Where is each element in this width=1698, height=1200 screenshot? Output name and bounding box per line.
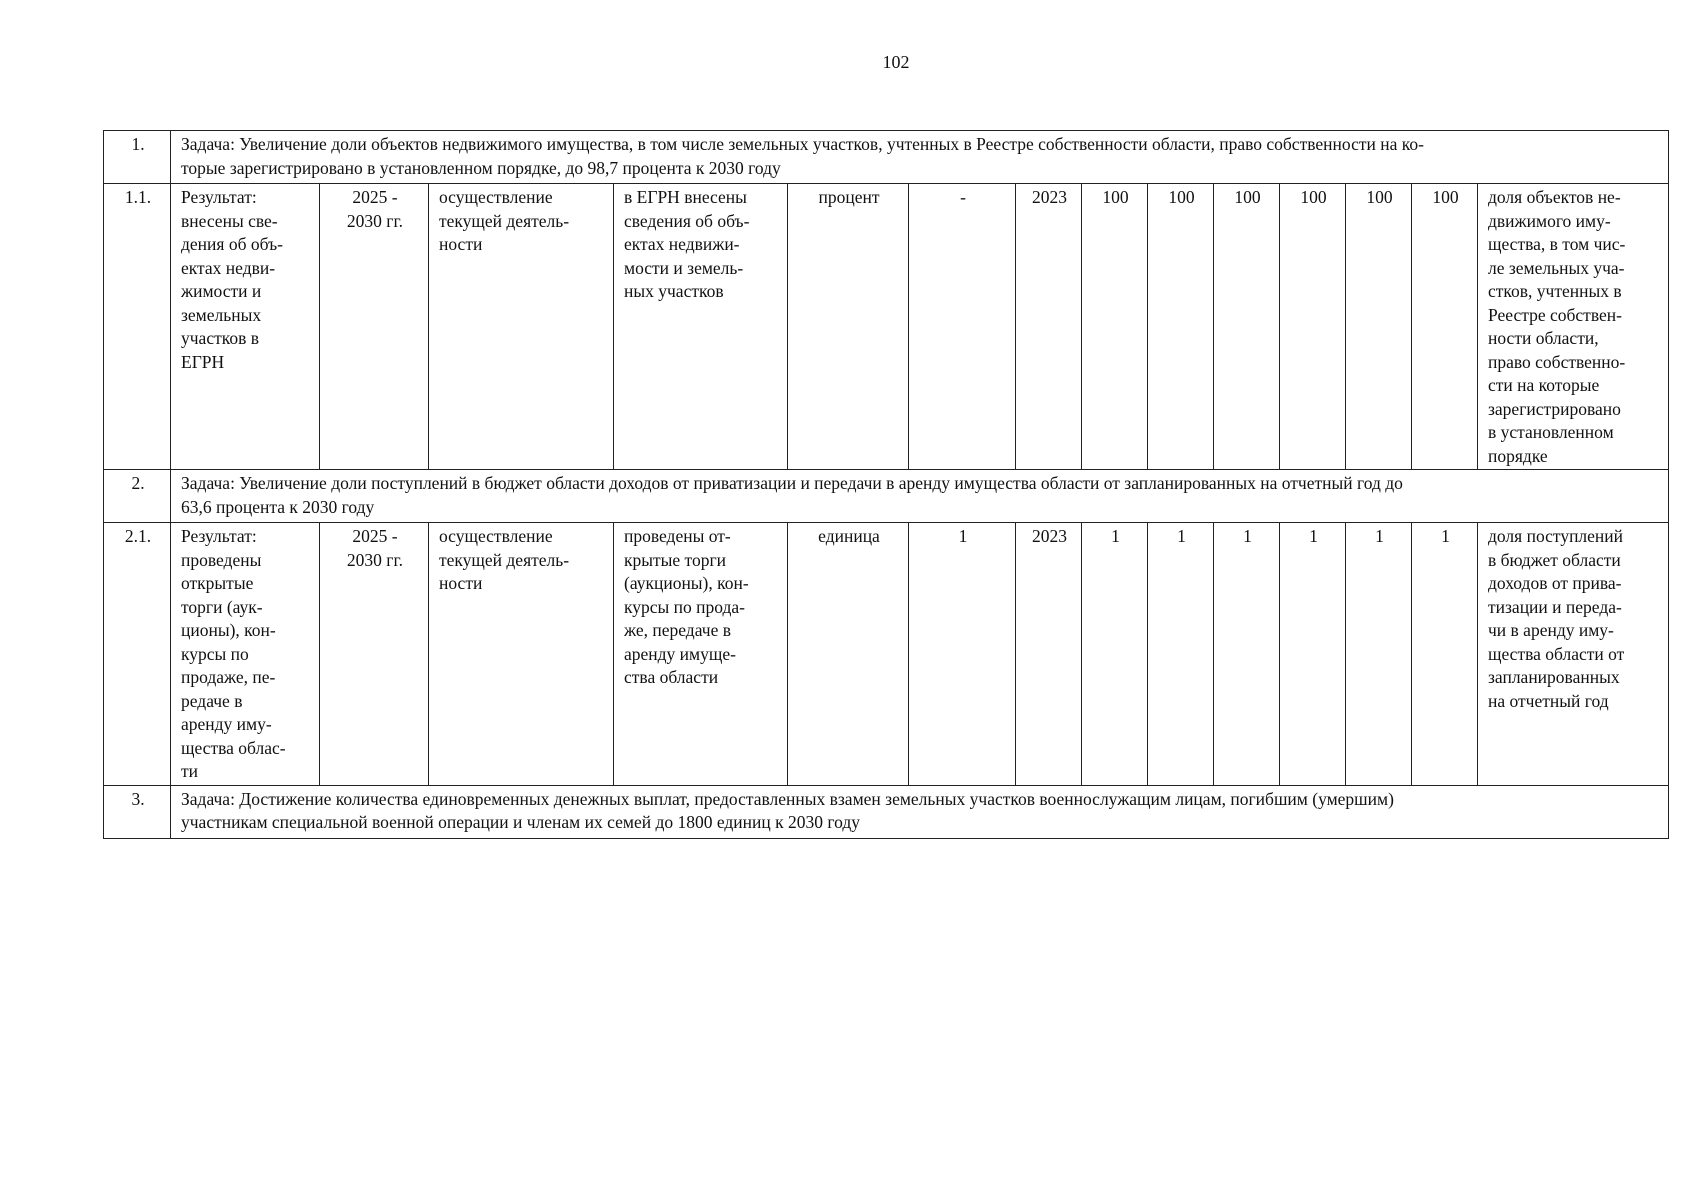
result-text-line: торги (аук-: [181, 596, 263, 617]
linked-indicator: [1478, 523, 1669, 786]
linked-indicator-line: ности области,: [1488, 328, 1599, 348]
year-value: 1: [1214, 523, 1280, 786]
linked-indicator-line: стков, учтенных в: [1488, 281, 1622, 301]
linked-indicator-line: в бюджет области: [1488, 549, 1621, 570]
linked-indicator-line: щества, в том чис-: [1488, 234, 1626, 254]
year-value: 1: [1082, 523, 1148, 786]
row-number: 1.: [104, 131, 171, 184]
task-text-line: участникам специальной военной операции и членам их семей до 1800 единиц к 2030 году: [181, 812, 861, 832]
result-row: [104, 184, 1669, 470]
linked-indicator-line: Реестре собствен-: [1488, 304, 1622, 325]
linked-indicator-line: право собственно-: [1488, 351, 1626, 372]
result-description-line: в ЕГРН внесены: [624, 187, 747, 207]
base-year: 2023: [1016, 184, 1082, 470]
task-row: [104, 785, 1669, 838]
period: [320, 523, 429, 786]
year-value: 1: [1412, 523, 1478, 786]
activity-type-line: текущей деятель-: [439, 210, 570, 231]
linked-indicator-line: на отчетный год: [1488, 690, 1609, 711]
result-text-line: ти: [181, 761, 199, 781]
result-description-line: сведения об объ-: [624, 210, 750, 231]
activity-type-line: текущей деятель-: [439, 549, 570, 570]
year-value: 100: [1214, 184, 1280, 470]
result-text: [171, 184, 320, 470]
task-text: [171, 470, 1669, 523]
linked-indicator-line: зарегистрировано: [1488, 398, 1621, 419]
period-line: 2025 -: [352, 526, 398, 546]
period-line: 2030 гг.: [346, 210, 404, 231]
task-text-line: Задача: Достижение количества единовременных денежных выплат, предоставленных взамен земельных участков военнослужащим лицам, погибшим (умершим): [181, 788, 1394, 809]
year-value: 100: [1148, 184, 1214, 470]
linked-indicator-line: тизации и переда-: [1488, 596, 1622, 617]
activity-type-line: осуществление: [439, 526, 553, 546]
linked-indicator-line: доходов от прива-: [1488, 573, 1622, 593]
period-line: 2025 -: [352, 187, 398, 207]
goals-table: [103, 130, 1669, 839]
period-line: 2030 гг.: [346, 549, 404, 570]
result-description-line: курсы по прода-: [624, 596, 746, 617]
linked-indicator-line: движимого иму-: [1488, 210, 1611, 231]
result-description: [614, 523, 788, 786]
linked-indicator-line: щества области от: [1488, 643, 1625, 664]
page-number: 102: [882, 52, 910, 72]
result-text-line: участков в: [181, 328, 259, 348]
result-text-line: ционы), кон-: [181, 620, 276, 640]
result-text-line: Результат:: [181, 526, 257, 546]
activity-type-line: осуществление: [439, 187, 553, 207]
result-text-line: открытые: [181, 573, 254, 593]
linked-indicator-line: сти на которые: [1488, 375, 1600, 395]
row-number: 3.: [104, 785, 171, 838]
year-value: 100: [1346, 184, 1412, 470]
base-value: 1: [909, 523, 1016, 786]
result-description-line: ектах недвижи-: [624, 234, 740, 254]
result-description-line: ства области: [624, 667, 719, 687]
unit: процент: [788, 184, 909, 470]
linked-indicator: [1478, 184, 1669, 470]
linked-indicator-line: ле земельных уча-: [1488, 257, 1625, 278]
result-description-line: мости и земель-: [624, 257, 744, 278]
year-value: 1: [1280, 523, 1346, 786]
result-description-line: (аукционы), кон-: [624, 573, 749, 593]
linked-indicator-line: порядке: [1488, 445, 1548, 466]
task-row: [104, 131, 1669, 184]
activity-type-line: ности: [439, 234, 483, 254]
period: [320, 184, 429, 470]
task-row: [104, 470, 1669, 523]
base-value: -: [909, 184, 1016, 470]
result-text-line: курсы по: [181, 643, 249, 664]
result-text-line: внесены све-: [181, 210, 278, 231]
result-text-line: дения об объ-: [181, 234, 283, 254]
result-description-line: проведены от-: [624, 526, 731, 546]
result-text-line: земельных: [181, 304, 262, 325]
year-value: 1: [1148, 523, 1214, 786]
task-text-line: Задача: Увеличение доли объектов недвижимого имущества, в том числе земельных участков, учтенных в Реестре собственности области, право собственности на ко-: [181, 134, 1424, 154]
result-text-line: щества облас-: [181, 737, 286, 758]
task-text-line: 63,6 процента к 2030 году: [181, 496, 375, 517]
result-text-line: проведены: [181, 549, 262, 570]
result-text-line: продаже, пе-: [181, 667, 276, 687]
year-value: 100: [1412, 184, 1478, 470]
result-description-line: аренду имуще-: [624, 643, 736, 664]
task-text: [171, 131, 1669, 184]
base-year: 2023: [1016, 523, 1082, 786]
result-text-line: редаче в: [181, 690, 243, 711]
unit: единица: [788, 523, 909, 786]
year-value: 100: [1082, 184, 1148, 470]
row-number: 1.1.: [104, 184, 171, 470]
result-row: [104, 523, 1669, 786]
activity-type: [429, 184, 614, 470]
result-text-line: аренду иму-: [181, 714, 272, 734]
year-value: 1: [1346, 523, 1412, 786]
result-text-line: ектах недви-: [181, 257, 276, 278]
row-number: 2.1.: [104, 523, 171, 786]
row-number: 2.: [104, 470, 171, 523]
linked-indicator-line: доля поступлений: [1488, 526, 1624, 546]
activity-type: [429, 523, 614, 786]
year-value: 100: [1280, 184, 1346, 470]
task-text: [171, 785, 1669, 838]
result-text-line: ЕГРН: [181, 351, 225, 372]
activity-type-line: ности: [439, 573, 483, 593]
task-text-line: торые зарегистрировано в установленном порядке, до 98,7 процента к 2030 году: [181, 157, 781, 178]
linked-indicator-line: запланированных: [1488, 667, 1620, 687]
linked-indicator-line: в установленном: [1488, 422, 1614, 442]
result-text: [171, 523, 320, 786]
result-text-line: жимости и: [181, 281, 262, 301]
result-text-line: Результат:: [181, 187, 257, 207]
task-text-line: Задача: Увеличение доли поступлений в бюджет области доходов от приватизации и передачи в аренду имущества области от запланированных на отчетный год до: [181, 473, 1403, 493]
result-description: [614, 184, 788, 470]
result-description-line: ных участков: [624, 281, 724, 301]
linked-indicator-line: доля объектов не-: [1488, 187, 1621, 207]
result-description-line: же, передаче в: [624, 620, 731, 640]
result-description-line: крытые торги: [624, 549, 727, 570]
linked-indicator-line: чи в аренду иму-: [1488, 620, 1614, 640]
